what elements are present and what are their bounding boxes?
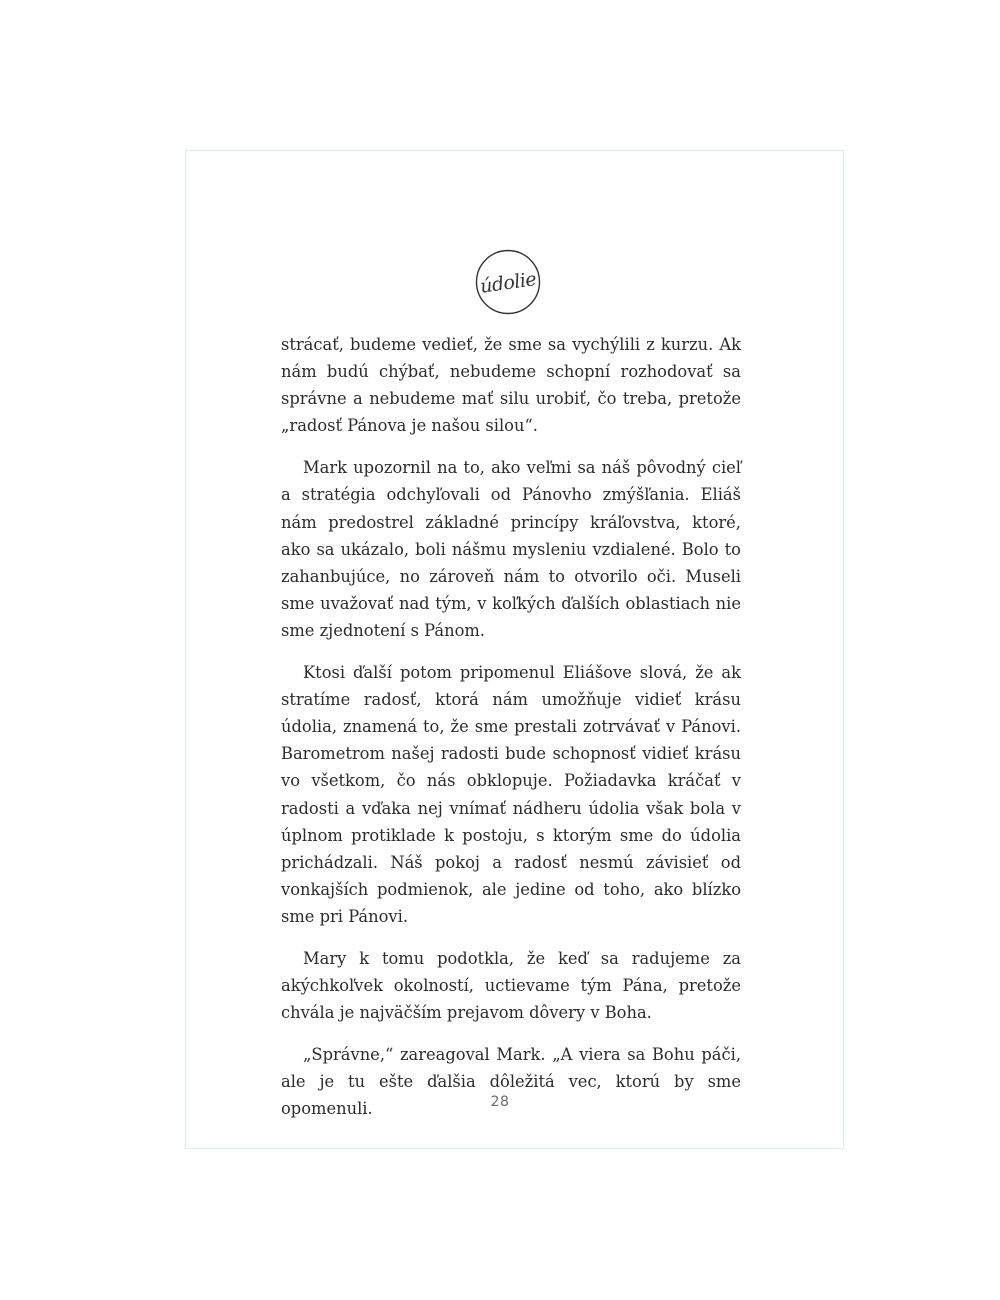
paragraph-4: Mary k tomu podotkla, že keď sa radujeme za akýchkoľvek okolností, uctievame tým Pána, pretože chvála je najväčším prejavom dôvery v Boha.: [281, 948, 741, 1023]
logo-text: údolie: [478, 268, 538, 298]
paragraph-3: Ktosi ďalší potom pripomenul Eliášove slová, že ak stratíme radosť, ktorá nám umožňuje vidieť krásu údolia, znamená to, že sme prestali zotrvávať v Pánovi. Barometrom našej radosti bude schopnosť vidieť krásu vo všetkom, čo nás obklopuje. Požiadavka kráčať v radosti a vďaka nej vnímať nádheru údolia však bola v úplnom protiklade k postoju, s ktorým sme do údolia prichádzali. Náš pokoj a radosť nesmú závisieť od vonkajších podmienok, ale jedine od toho, ako blízko sme pri Pánovi.: [281, 663, 741, 926]
body-text: [281, 331, 741, 1123]
udolie-logo: [475, 249, 541, 315]
page-number: 28: [490, 1094, 510, 1110]
paragraph-5: „Správne,“ zareagoval Mark. „A viera sa Bohu páči, ale je tu ešte ďalšia dôležitá vec, ktorú by sme opomenuli.: [281, 1045, 741, 1119]
paragraph-1: strácať, budeme vedieť, že sme sa vychýlili z kurzu. Ak nám budú chýbať, nebudeme schopní rozhodovať sa správne a nebudeme mať silu urobiť, čo treba, pretože „radosť Pánova je našou silou“.: [281, 335, 741, 436]
paragraph-2: Mark upozornil na to, ako veľmi sa náš pôvodný cieľ a stratégia odchyľovali od Pánovho zmýšľania. Eliáš nám predostrel základné princípy kráľovstva, ktoré, ako sa ukázalo, boli nášmu mysleniu vzdialené. Bolo to zahanbujúce, no zároveň nám to otvorilo oči. Museli sme uvažovať nad tým, v koľkých ďalších oblastiach nie sme zjednotení s Pánom.: [281, 458, 741, 640]
